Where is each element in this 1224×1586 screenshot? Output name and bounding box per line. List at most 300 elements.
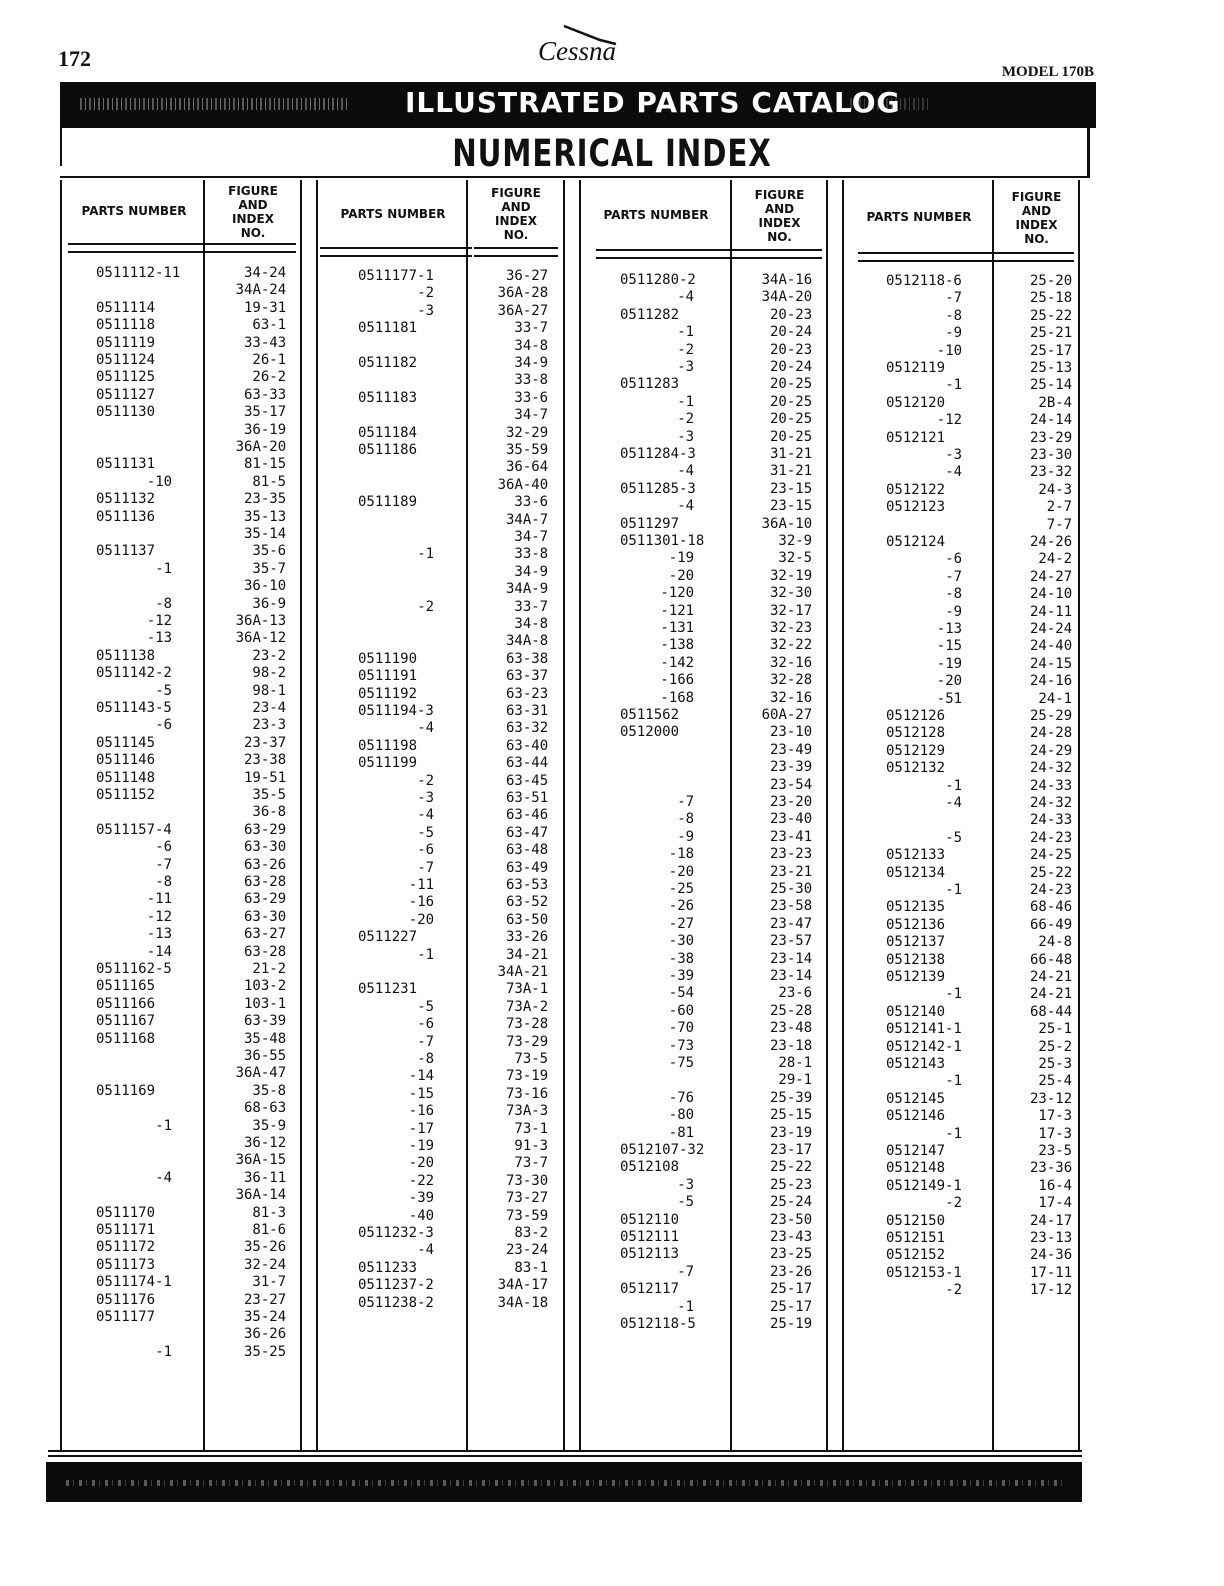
part-number-cell: -73 <box>668 1037 695 1054</box>
part-number-cell: -3 <box>417 790 435 806</box>
figure-index-cell: 35-26 <box>244 1239 287 1256</box>
part-number-cell: -2 <box>417 285 435 302</box>
figure-index-cell: 17-12 <box>1030 1282 1073 1299</box>
part-number-cell: 0512119 <box>886 360 946 376</box>
part-number-cell: 0511192 <box>358 685 418 702</box>
figure-index-cell: 24-14 <box>1030 412 1073 429</box>
part-number-cell: 0512123 <box>886 499 946 516</box>
part-number-cell: 0511132 <box>96 491 156 508</box>
part-number-cell: -20 <box>668 863 695 880</box>
part-number-cell: -4 <box>417 1242 435 1259</box>
figure-index-cell: 24-23 <box>1030 829 1073 846</box>
figure-index-cell: 17-4 <box>1038 1195 1073 1212</box>
header-line: FIGURE <box>754 188 805 202</box>
bottom-rule <box>48 1450 1082 1452</box>
part-number-cell: 0512108 <box>620 1159 680 1176</box>
figure-index-cell: 25-2 <box>1038 1038 1073 1055</box>
part-number-cell: -168 <box>660 689 695 706</box>
header-line: INDEX <box>495 214 537 228</box>
figure-index-cell: 24-40 <box>1030 638 1073 655</box>
figure-index-cell: 23-40 <box>770 811 813 828</box>
figure-index-cell: 63-47 <box>506 824 549 841</box>
figure-index-cell: 34-24 <box>244 265 287 281</box>
figure-index-cell: 21-2 <box>252 961 287 977</box>
figure-index-cell: 23-18 <box>770 1037 813 1054</box>
figure-index-cell: 73-27 <box>506 1190 549 1207</box>
figure-index-header <box>206 184 300 240</box>
part-number-cell: -131 <box>660 620 695 636</box>
header-double-rule <box>320 247 472 257</box>
figure-index-cell: 91-3 <box>514 1138 549 1154</box>
header-line: INDEX <box>1015 218 1058 232</box>
figure-index-cell: 36-12 <box>244 1135 287 1151</box>
figure-index-cell: 24-28 <box>1030 725 1073 742</box>
part-number-cell: 0512143 <box>886 1056 946 1072</box>
figure-index-cell: 32-5 <box>778 550 813 567</box>
part-number-cell: -15 <box>936 638 963 655</box>
part-number-cell: 0511124 <box>96 352 156 368</box>
part-number-cell: 0511297 <box>620 515 680 532</box>
figure-index-cell: 23-20 <box>770 794 813 810</box>
figure-index-cell: 25-22 <box>770 1159 813 1176</box>
header-line: NO. <box>1024 232 1049 246</box>
part-number-cell: -18 <box>668 846 695 863</box>
part-number-cell: -121 <box>660 602 695 619</box>
figure-index-cell: 19-31 <box>244 299 287 316</box>
part-number-cell: 0511183 <box>358 389 418 406</box>
figure-index-cell: 81-15 <box>244 456 287 473</box>
figure-index-cell: 63-45 <box>506 772 549 789</box>
figure-index-cell: 23-27 <box>244 1291 287 1308</box>
figure-index-cell: 25-13 <box>1030 360 1073 376</box>
figure-index-cell: 23-6 <box>778 985 813 1002</box>
part-number-cell: 0511284-3 <box>620 446 696 462</box>
figure-index-cell: 81-6 <box>252 1222 287 1238</box>
part-number-cell: -80 <box>668 1107 695 1124</box>
part-number-cell: 0511177-1 <box>358 268 434 284</box>
figure-index-cell: 24-21 <box>1030 986 1073 1003</box>
figure-index-cell: 2B-4 <box>1038 394 1073 411</box>
part-number-cell: -142 <box>660 654 695 671</box>
figure-index-cell: 32-22 <box>770 637 813 654</box>
part-number-cell: -1 <box>155 1343 173 1360</box>
part-number-cell: -19 <box>408 1138 435 1154</box>
figure-index-cell: 26-1 <box>252 352 287 368</box>
header-line: AND <box>764 202 795 216</box>
figure-index-cell: 20-24 <box>770 359 813 375</box>
part-number-cell: -1 <box>677 324 695 341</box>
part-number-cell: -5 <box>677 1194 695 1211</box>
header-line: NO. <box>767 230 792 244</box>
figure-index-cell: 63-51 <box>506 790 549 806</box>
header-double-rule <box>596 249 740 259</box>
part-number-cell: -166 <box>660 672 695 689</box>
part-number-cell: -4 <box>155 1169 173 1186</box>
figure-index-cell: 7-7 <box>1046 516 1073 533</box>
part-number-cell: -6 <box>417 842 435 859</box>
figure-index-cell: 31-21 <box>770 463 813 480</box>
part-number-cell: -12 <box>936 412 963 429</box>
figure-index-cell: 23-24 <box>506 1242 549 1259</box>
figure-index-cell: 23-58 <box>770 898 813 915</box>
figure-index-cell: 33-26 <box>506 929 549 946</box>
figure-index-cell: 36A-13 <box>235 613 287 629</box>
figure-index-cell: 32-16 <box>770 654 813 671</box>
figure-index-cell: 98-2 <box>252 665 287 682</box>
figure-index-cell: 25-22 <box>1030 864 1073 881</box>
part-number-cell: 0512148 <box>886 1160 946 1177</box>
figure-index-cell: 23-4 <box>252 700 287 716</box>
figure-index-cell: 81-5 <box>252 473 287 490</box>
part-number-cell: 0511146 <box>96 752 156 769</box>
part-number-cell: -8 <box>945 307 963 324</box>
part-number-cell: -1 <box>417 546 435 563</box>
part-number-cell: 0511285-3 <box>620 480 696 497</box>
figure-index-cell: 25-22 <box>1030 307 1073 324</box>
part-number-cell: -7 <box>677 1263 695 1280</box>
part-number-cell: 0512113 <box>620 1246 680 1263</box>
column-divider <box>579 180 581 1450</box>
part-number-cell: -4 <box>677 463 695 480</box>
part-number-cell: 0511162-5 <box>96 961 172 977</box>
figure-index-cell: 23-25 <box>770 1246 813 1263</box>
part-number-cell: -39 <box>668 968 695 984</box>
part-number-cell: 0511562 <box>620 707 680 723</box>
part-number-cell: 0512124 <box>886 534 946 550</box>
figure-index-cell: 63-26 <box>244 856 287 873</box>
figure-index-cell: 24-29 <box>1030 742 1073 759</box>
figure-index-cell: 19-51 <box>244 769 287 786</box>
figure-index-cell: 32-28 <box>770 672 813 689</box>
figure-index-cell: 63-1 <box>252 317 287 334</box>
figure-index-cell: 28-1 <box>778 1055 813 1071</box>
figure-index-cell: 73-16 <box>506 1085 549 1102</box>
part-number-cell: -12 <box>146 613 173 629</box>
figure-index-cell: 34-9 <box>514 563 549 580</box>
part-number-cell: -76 <box>668 1089 695 1106</box>
figure-index-cell: 63-28 <box>244 874 287 890</box>
figure-index-cell: 68-46 <box>1030 899 1073 916</box>
header-double-rule <box>212 243 296 253</box>
part-number-cell: -4 <box>417 807 435 824</box>
part-number-cell: -2 <box>945 1282 963 1299</box>
part-number-cell: 0511118 <box>96 317 156 334</box>
figure-index-cell: 36A-27 <box>497 302 549 319</box>
figure-index-cell: 73-30 <box>506 1172 549 1189</box>
figure-index-cell: 66-48 <box>1030 951 1073 968</box>
figure-index-cell: 17-3 <box>1038 1108 1073 1125</box>
figure-index-cell: 23-32 <box>1030 464 1073 481</box>
part-number-cell: -81 <box>668 1124 695 1141</box>
header-double-rule <box>740 249 822 259</box>
figure-index-cell: 23-13 <box>1030 1230 1073 1246</box>
part-number-cell: -6 <box>417 1016 435 1033</box>
figure-index-cell: 23-5 <box>1038 1143 1073 1159</box>
part-number-cell: -8 <box>155 595 173 612</box>
part-number-cell: 0511233 <box>358 1259 418 1276</box>
part-number-cell: -6 <box>155 717 173 734</box>
part-number-cell: -75 <box>668 1055 695 1071</box>
figure-index-cell: 35-7 <box>252 560 287 577</box>
figure-index-cell: 23-14 <box>770 950 813 967</box>
part-number-cell: -26 <box>668 898 695 915</box>
figure-index-cell: 36-64 <box>506 459 549 476</box>
title-box-left-border <box>60 128 62 166</box>
figure-index-cell: 36-9 <box>252 595 287 612</box>
figure-index-cell: 25-39 <box>770 1089 813 1106</box>
part-number-cell: -1 <box>677 393 695 410</box>
figure-index-cell: 36A-28 <box>497 285 549 302</box>
figure-index-cell: 25-3 <box>1038 1056 1073 1072</box>
figure-index-cell: 25-28 <box>770 1002 813 1019</box>
part-number-cell: -9 <box>945 603 963 620</box>
part-number-cell: 0512118-6 <box>886 273 962 289</box>
figure-index-cell: 73A-1 <box>506 981 549 998</box>
table-right-border <box>1078 180 1080 1450</box>
part-number-cell: -1 <box>945 1073 963 1090</box>
figure-index-cell: 24-24 <box>1030 621 1073 637</box>
figure-index-cell: 63-53 <box>506 877 549 893</box>
figure-index-cell: 63-44 <box>506 755 549 772</box>
part-number-cell: 0511174-1 <box>96 1274 172 1291</box>
part-number-cell: -5 <box>155 682 173 699</box>
part-number-cell: -1 <box>945 1125 963 1142</box>
part-number-cell: 0511165 <box>96 978 156 995</box>
figure-index-cell: 35-17 <box>244 404 287 421</box>
part-number-cell: -138 <box>660 637 695 654</box>
part-number-cell: -30 <box>668 933 695 950</box>
column-divider <box>992 180 994 1450</box>
figure-index-cell: 63-30 <box>244 839 287 856</box>
figure-index-cell: 20-24 <box>770 324 813 341</box>
figure-index-cell: 23-26 <box>770 1263 813 1280</box>
figure-index-cell: 24-16 <box>1030 673 1073 690</box>
figure-index-cell: 23-37 <box>244 734 287 751</box>
figure-index-cell: 20-25 <box>770 428 813 445</box>
part-number-cell: -11 <box>146 891 173 908</box>
figure-index-cell: 25-15 <box>770 1107 813 1124</box>
section-title: NUMERICAL INDEX <box>452 132 772 175</box>
figure-index-cell: 23-30 <box>1030 447 1073 463</box>
figure-index-cell: 17-3 <box>1038 1125 1073 1142</box>
figure-index-cell: 23-15 <box>770 498 813 515</box>
figure-index-cell: 34A-24 <box>235 282 287 299</box>
figure-index-cell: 23-15 <box>770 480 813 497</box>
figure-index-cell: 23-47 <box>770 915 813 932</box>
figure-index-cell: 34-8 <box>514 616 549 632</box>
figure-index-cell: 31-7 <box>252 1274 287 1291</box>
figure-index-cell: 25-17 <box>1030 342 1073 359</box>
figure-index-cell: 23-48 <box>770 1020 813 1037</box>
column-divider <box>466 180 468 1450</box>
part-number-cell: 0512140 <box>886 1003 946 1020</box>
part-number-cell: 0511198 <box>358 737 418 754</box>
part-number-cell: -16 <box>408 1103 435 1120</box>
figure-index-cell: 20-25 <box>770 393 813 410</box>
part-number-cell: 0511176 <box>96 1291 156 1308</box>
part-number-cell: 0512150 <box>886 1212 946 1229</box>
part-number-cell: 0512110 <box>620 1211 680 1228</box>
part-number-cell: 0511157-4 <box>96 821 172 838</box>
figure-index-cell: 32-24 <box>244 1256 287 1273</box>
figure-index-cell: 63-29 <box>244 891 287 908</box>
part-number-cell: -2 <box>677 341 695 358</box>
figure-index-cell: 25-4 <box>1038 1073 1073 1090</box>
part-number-cell: 0511232-3 <box>358 1225 434 1241</box>
catalog-banner <box>60 82 1096 128</box>
part-number-cell: 0512120 <box>886 394 946 411</box>
part-number-cell: -20 <box>936 673 963 690</box>
part-number-cell: 0511125 <box>96 369 156 386</box>
figure-index-cell: 36-26 <box>244 1326 287 1343</box>
parts-number-header: PARTS NUMBER <box>866 210 972 224</box>
part-number-cell: 0511114 <box>96 299 156 316</box>
part-number-cell: 0511189 <box>358 494 418 511</box>
part-number-cell: 0511199 <box>358 755 418 772</box>
part-number-cell: -9 <box>945 325 963 342</box>
part-number-cell: 0512107-32 <box>620 1142 705 1158</box>
figure-index-cell: 23-12 <box>1030 1090 1073 1107</box>
part-number-cell: -8 <box>155 874 173 890</box>
part-number-cell: 0512151 <box>886 1230 946 1246</box>
figure-index-cell: 20-25 <box>770 411 813 428</box>
figure-index-cell: 23-36 <box>1030 1160 1073 1177</box>
part-number-cell: -5 <box>945 829 963 846</box>
part-number-cell: -1 <box>945 777 963 794</box>
figure-index-cell: 24-26 <box>1030 534 1073 550</box>
figure-index-cell: 25-24 <box>770 1194 813 1211</box>
part-number-cell: 0511231 <box>358 981 418 998</box>
part-number-cell: -8 <box>677 811 695 828</box>
figure-index-cell: 35-5 <box>252 787 287 803</box>
figure-index-cell: 23-23 <box>770 846 813 863</box>
table-top-rule <box>60 176 1090 178</box>
figure-index-cell: 63-23 <box>506 685 549 702</box>
part-number-cell: -70 <box>668 1020 695 1037</box>
part-number-cell: -13 <box>146 630 173 647</box>
part-number-cell: 0512126 <box>886 708 946 724</box>
part-number-cell: -120 <box>660 585 695 602</box>
figure-index-cell: 24-2 <box>1038 551 1073 568</box>
figure-index-cell: 36A-20 <box>235 439 287 455</box>
part-number-cell: 0512111 <box>620 1229 680 1245</box>
figure-index-cell: 68-63 <box>244 1100 287 1117</box>
figure-index-cell: 35-48 <box>244 1030 287 1047</box>
figure-index-cell: 34-7 <box>514 529 549 545</box>
part-number-cell: -7 <box>417 1033 435 1050</box>
banner-texture-left <box>80 98 350 110</box>
part-number-cell: 0512138 <box>886 951 946 968</box>
table-left-border <box>60 180 62 1450</box>
figure-index-cell: 20-23 <box>770 341 813 358</box>
figure-index-cell: 24-15 <box>1030 655 1073 672</box>
part-number-cell: 0511148 <box>96 769 156 786</box>
model-label: MODEL 170B <box>1001 64 1094 80</box>
part-number-cell: 0512135 <box>886 899 946 916</box>
parts-number-header: PARTS NUMBER <box>340 207 446 221</box>
header-line: NO. <box>240 226 266 240</box>
figure-index-cell: 73-5 <box>514 1051 549 1067</box>
page-number: 172 <box>58 46 91 71</box>
part-number-cell: 0512149-1 <box>886 1177 962 1194</box>
part-number-cell: -10 <box>936 342 963 359</box>
figure-index-cell: 23-57 <box>770 933 813 950</box>
part-number-cell: -6 <box>945 551 963 568</box>
figure-index-cell: 34A-17 <box>497 1277 549 1294</box>
figure-index-cell: 36-10 <box>244 578 287 595</box>
figure-index-cell: 36A-10 <box>761 515 813 532</box>
figure-index-cell: 25-20 <box>1030 273 1073 289</box>
part-number-cell: 0511237-2 <box>358 1277 434 1294</box>
part-number-cell: -19 <box>936 655 963 672</box>
part-number-cell: 0511112-11 <box>96 265 181 281</box>
column-divider <box>316 180 318 1450</box>
part-number-cell: 0511167 <box>96 1013 156 1030</box>
figure-index-cell: 24-23 <box>1030 882 1073 898</box>
figure-index-cell: 35-8 <box>252 1082 287 1099</box>
part-number-cell: 0511127 <box>96 386 156 403</box>
figure-index-cell: 20-25 <box>770 376 813 393</box>
part-number-cell: -1 <box>945 882 963 898</box>
figure-index-cell: 33-8 <box>514 546 549 563</box>
figure-index-cell: 23-17 <box>770 1142 813 1158</box>
figure-index-cell: 23-41 <box>770 828 813 845</box>
part-number-cell: 0512147 <box>886 1143 946 1159</box>
part-number-cell: 0512121 <box>886 429 946 446</box>
figure-index-cell: 24-27 <box>1030 568 1073 585</box>
part-number-cell: 0511168 <box>96 1030 156 1047</box>
figure-index-cell: 23-10 <box>770 724 813 741</box>
figure-index-cell: 32-16 <box>770 689 813 706</box>
banner-title: ILLUSTRATED PARTS CATALOG <box>405 86 901 119</box>
figure-index-cell: 25-18 <box>1030 290 1073 307</box>
figure-index-cell: 34A-21 <box>497 964 549 980</box>
part-number-cell: 0512142-1 <box>886 1038 962 1055</box>
figure-index-cell: 2-7 <box>1046 499 1073 516</box>
figure-index-cell: 31-21 <box>770 446 813 462</box>
part-number-cell: 0511173 <box>96 1256 156 1273</box>
figure-index-cell: 83-1 <box>514 1259 549 1276</box>
header-double-rule <box>474 247 558 257</box>
part-number-cell: 0512136 <box>886 916 946 933</box>
part-number-cell: 0511238-2 <box>358 1294 434 1311</box>
figure-index-cell: 32-30 <box>770 585 813 602</box>
part-number-cell: -2 <box>417 772 435 789</box>
figure-index-cell: 35-25 <box>244 1343 287 1360</box>
part-number-cell: 0512128 <box>886 725 946 742</box>
part-number-cell: -2 <box>677 411 695 428</box>
figure-index-cell: 34-7 <box>514 407 549 424</box>
figure-index-cell: 32-9 <box>778 533 813 549</box>
part-number-cell: -27 <box>668 915 695 932</box>
figure-index-cell: 83-2 <box>514 1225 549 1241</box>
part-number-cell: 0511194-3 <box>358 703 434 719</box>
figure-index-cell: 23-49 <box>770 741 813 758</box>
figure-index-cell: 25-1 <box>1038 1021 1073 1038</box>
header-line: FIGURE <box>1011 190 1062 204</box>
figure-index-cell: 23-14 <box>770 968 813 984</box>
part-number-cell: 0512122 <box>886 481 946 498</box>
figure-index-header <box>469 186 563 242</box>
figure-index-cell: 63-29 <box>244 821 287 838</box>
part-number-cell: -5 <box>417 824 435 841</box>
figure-index-cell: 25-17 <box>770 1281 813 1298</box>
figure-index-cell: 23-54 <box>770 776 813 793</box>
figure-index-cell: 23-35 <box>244 491 287 508</box>
column-divider <box>203 180 205 1450</box>
figure-index-header <box>733 188 826 244</box>
part-number-cell: -7 <box>417 859 435 876</box>
